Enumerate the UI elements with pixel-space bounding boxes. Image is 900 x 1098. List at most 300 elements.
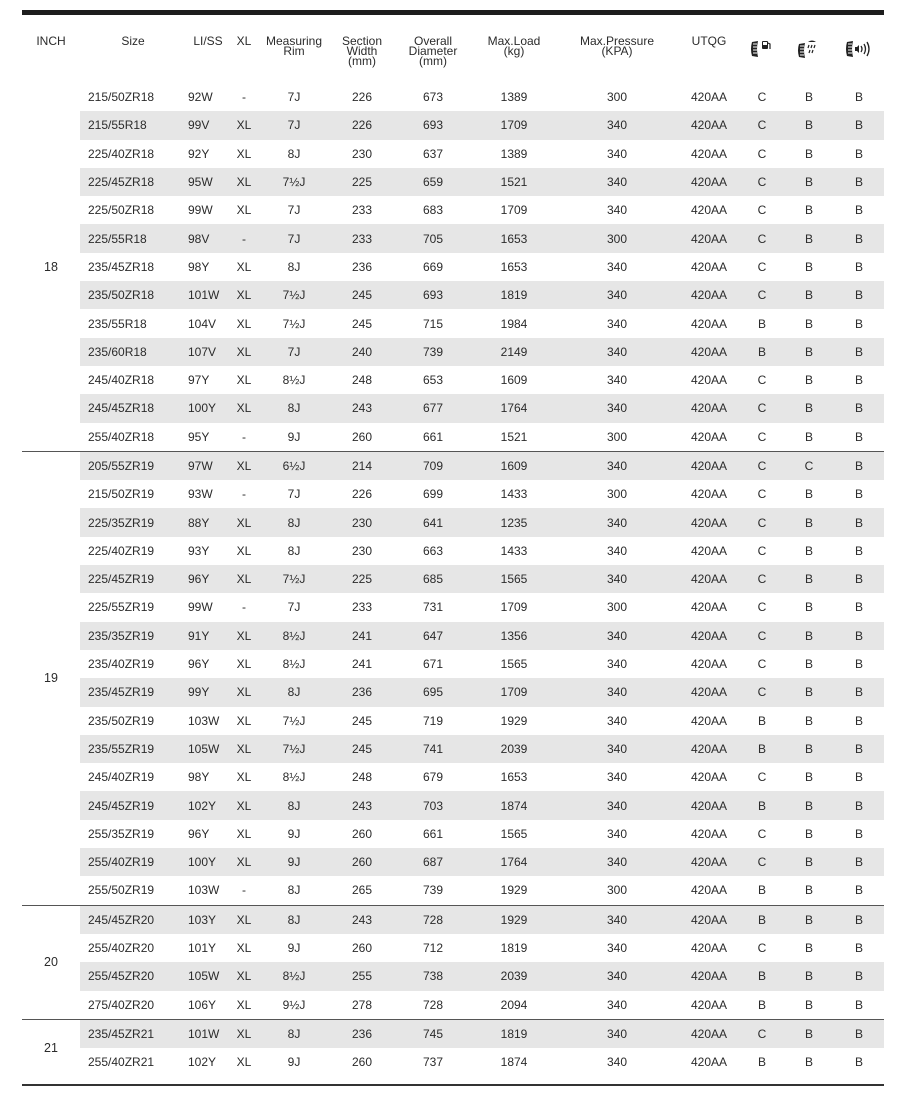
max-pressure-cell: 340 (556, 1019, 678, 1048)
max-pressure-cell: 300 (606, 600, 628, 615)
xl-cell: XL (236, 657, 252, 672)
measuring-rim-cell: 8J (287, 259, 301, 274)
max-load-cell: 1235 (472, 508, 556, 536)
table-row (22, 848, 884, 876)
table-row (22, 1048, 884, 1076)
overall-diameter-cell: 641 (394, 508, 472, 536)
table-row (22, 593, 884, 621)
overall-diameter-cell: 709 (394, 451, 472, 480)
size-cell: 215/50ZR18 (88, 90, 155, 105)
li-ss-cell: 97W (186, 451, 230, 480)
li-ss-cell: 92W (188, 90, 213, 105)
table-row (22, 991, 884, 1020)
table-row (22, 394, 884, 422)
li-ss-cell: 98Y (188, 259, 210, 274)
noise-rating-cell: B (854, 883, 863, 898)
table-row (22, 763, 884, 791)
fuel-rating-cell: C (757, 373, 767, 388)
overall-diameter-cell: 738 (394, 962, 472, 990)
fuel-rating-cell: C (757, 657, 767, 672)
fuel-rating-cell: C (740, 1019, 784, 1048)
overall-diameter-cell: 728 (422, 997, 444, 1012)
noise-rating-cell: B (854, 90, 863, 105)
wet-grip-rating-cell: B (804, 713, 813, 728)
measuring-rim-cell: 7J (258, 224, 330, 252)
fuel-rating-cell: B (740, 735, 784, 763)
size-cell: 245/45ZR19 (80, 791, 186, 819)
wet-grip-rating-cell: B (784, 338, 834, 366)
max-load-cell: 1764 (472, 394, 556, 422)
xl-cell: XL (230, 394, 258, 422)
wet-grip-rating-cell: B (804, 90, 813, 105)
fuel-rating-cell: C (740, 678, 784, 706)
wet-grip-rating-cell: B (804, 203, 813, 218)
utqg-cell: 420AA (678, 224, 740, 252)
top-rule (22, 10, 884, 15)
measuring-rim-cell: 6½J (258, 451, 330, 480)
wet-grip-rating-cell: B (784, 962, 834, 990)
size-cell: 235/55R18 (88, 316, 147, 331)
size-cell: 245/45ZR18 (80, 394, 186, 422)
li-ss-cell: 99Y (186, 678, 230, 706)
inch-cell: 19 (22, 451, 80, 905)
overall-diameter-cell: 679 (422, 770, 444, 785)
noise-rating-cell: B (854, 487, 863, 502)
wet-grip-rating-cell: B (784, 565, 834, 593)
utqg-cell: 420AA (690, 997, 728, 1012)
size-cell: 225/55R18 (80, 224, 186, 252)
measuring-rim-cell: 7½J (258, 168, 330, 196)
measuring-rim-cell: 8J (258, 791, 330, 819)
overall-diameter-cell: 731 (422, 600, 444, 615)
xl-cell: XL (230, 508, 258, 536)
max-pressure-cell: 300 (606, 429, 628, 444)
li-ss-cell: 104V (188, 316, 217, 331)
section-width-cell: 233 (351, 600, 373, 615)
size-cell: 255/40ZR21 (88, 1055, 155, 1070)
xl-cell: XL (230, 111, 258, 139)
measuring-rim-cell: 9J (287, 1055, 301, 1070)
max-pressure-cell: 340 (556, 338, 678, 366)
noise-rating-cell: B (834, 735, 884, 763)
noise-rating-cell: B (834, 565, 884, 593)
max-load-cell: 1709 (500, 600, 528, 615)
section-width-cell: 245 (351, 316, 373, 331)
max-pressure-cell: 300 (556, 224, 678, 252)
noise-rating-cell: B (834, 111, 884, 139)
section-width-cell: 226 (351, 487, 373, 502)
li-ss-cell: 106Y (188, 997, 217, 1012)
li-ss-cell: 99V (186, 111, 230, 139)
overall-diameter-cell: 673 (422, 90, 444, 105)
max-pressure-cell: 340 (556, 735, 678, 763)
xl-cell: XL (230, 905, 258, 934)
overall-diameter-cell: 659 (394, 168, 472, 196)
table-row (22, 423, 884, 452)
fuel-rating-cell: B (757, 997, 766, 1012)
noise-rating-cell: B (834, 394, 884, 422)
noise-rating-cell: B (854, 146, 863, 161)
table-row (22, 735, 884, 763)
li-ss-cell: 101W (186, 1019, 230, 1048)
max-load-cell: 1874 (500, 1055, 528, 1070)
section-width-cell: 233 (351, 203, 373, 218)
li-ss-cell: 105W (186, 962, 230, 990)
table-row (22, 622, 884, 650)
xl-cell: - (242, 600, 246, 615)
measuring-rim-cell: 9½J (282, 997, 306, 1012)
max-load-cell: 2039 (472, 962, 556, 990)
table-row (22, 791, 884, 819)
fuel-rating-cell: C (740, 394, 784, 422)
overall-diameter-cell: 712 (422, 941, 444, 956)
utqg-cell: 420AA (690, 259, 728, 274)
size-cell: 225/45ZR18 (80, 168, 186, 196)
size-cell: 235/40ZR19 (88, 657, 155, 672)
overall-diameter-cell: 741 (394, 735, 472, 763)
fuel-rating-cell: C (757, 543, 767, 558)
max-pressure-cell: 340 (606, 543, 628, 558)
overall-diameter-cell: 647 (394, 622, 472, 650)
xl-cell: XL (236, 997, 252, 1012)
table-row (22, 678, 884, 706)
section-width-cell: 236 (351, 259, 373, 274)
wet-grip-icon (796, 38, 822, 60)
noise-rating-cell: B (834, 451, 884, 480)
noise-rating-cell: B (854, 316, 863, 331)
max-pressure-cell: 340 (556, 622, 678, 650)
header-liss: LI/SS (193, 34, 223, 48)
wet-grip-rating-cell: B (804, 373, 813, 388)
fuel-rating-cell: C (757, 600, 767, 615)
fuel-rating-cell: C (757, 259, 767, 274)
section-width-cell: 226 (330, 111, 394, 139)
li-ss-cell: 100Y (186, 394, 230, 422)
xl-cell: XL (230, 962, 258, 990)
size-cell: 215/50ZR19 (88, 487, 155, 502)
overall-diameter-cell: 661 (422, 826, 444, 841)
xl-cell: XL (230, 1019, 258, 1048)
overall-diameter-cell: 669 (422, 259, 444, 274)
header-row (22, 16, 884, 83)
table-row (22, 224, 884, 252)
fuel-rating-cell: C (740, 848, 784, 876)
wet-grip-rating-cell: B (804, 1055, 813, 1070)
measuring-rim-cell: 9J (287, 941, 301, 956)
wet-grip-rating-cell: B (804, 941, 813, 956)
size-cell: 215/55R18 (80, 111, 186, 139)
li-ss-cell: 99W (188, 203, 213, 218)
max-pressure-cell: 340 (606, 316, 628, 331)
table-body (22, 83, 884, 1076)
measuring-rim-cell: 8J (258, 1019, 330, 1048)
wet-grip-rating-cell: B (784, 791, 834, 819)
max-pressure-cell: 340 (556, 111, 678, 139)
table-row (22, 820, 884, 848)
size-cell: 255/40ZR19 (80, 848, 186, 876)
li-ss-cell: 91Y (186, 622, 230, 650)
wet-grip-rating-cell: B (784, 224, 834, 252)
header-size: Size (121, 34, 145, 48)
size-cell: 245/40ZR18 (88, 373, 155, 388)
section-width-cell: 260 (351, 429, 373, 444)
noise-rating-cell: B (854, 600, 863, 615)
fuel-rating-cell: B (757, 883, 766, 898)
max-load-cell: 1984 (500, 316, 528, 331)
max-load-cell: 1433 (500, 543, 528, 558)
max-pressure-cell: 340 (556, 451, 678, 480)
overall-diameter-cell: 737 (422, 1055, 444, 1070)
section-width-cell: 233 (330, 224, 394, 252)
li-ss-cell: 98Y (188, 770, 210, 785)
xl-cell: - (230, 224, 258, 252)
table-row (22, 480, 884, 508)
section-width-cell: 243 (330, 791, 394, 819)
table-row (22, 934, 884, 962)
wet-grip-rating-cell: B (784, 735, 834, 763)
table-row (22, 565, 884, 593)
table-row (22, 905, 884, 934)
table-row (22, 140, 884, 168)
xl-cell: XL (230, 735, 258, 763)
max-load-cell: 1874 (472, 791, 556, 819)
max-load-cell: 1521 (500, 429, 528, 444)
size-cell: 255/40ZR18 (88, 429, 155, 444)
wet-grip-rating-cell: B (784, 508, 834, 536)
measuring-rim-cell: 8J (258, 678, 330, 706)
wet-grip-rating-cell: B (804, 146, 813, 161)
max-load-cell: 1565 (472, 565, 556, 593)
noise-rating-cell: B (834, 224, 884, 252)
size-cell: 235/45ZR19 (80, 678, 186, 706)
table-row (22, 338, 884, 366)
xl-cell: - (242, 487, 246, 502)
li-ss-cell: 102Y (186, 791, 230, 819)
table-row (22, 451, 884, 480)
overall-diameter-cell: 677 (394, 394, 472, 422)
utqg-cell: 420AA (690, 713, 728, 728)
overall-diameter-cell: 745 (394, 1019, 472, 1048)
utqg-cell: 420AA (690, 90, 728, 105)
li-ss-cell: 103W (188, 883, 220, 898)
fuel-rating-cell: C (757, 146, 767, 161)
size-cell: 235/45ZR18 (88, 259, 155, 274)
measuring-rim-cell: 7½J (258, 565, 330, 593)
table-row (22, 707, 884, 735)
size-cell: 235/55ZR19 (80, 735, 186, 763)
xl-cell: XL (236, 373, 252, 388)
utqg-cell: 420AA (690, 373, 728, 388)
utqg-cell: 420AA (678, 508, 740, 536)
xl-cell: XL (230, 678, 258, 706)
wet-grip-rating-cell: B (804, 997, 813, 1012)
fuel-rating-cell: B (757, 713, 766, 728)
utqg-cell: 420AA (678, 281, 740, 309)
utqg-cell: 420AA (678, 791, 740, 819)
table-row (22, 876, 884, 905)
wet-grip-rating-cell: B (784, 678, 834, 706)
size-cell: 255/40ZR20 (88, 941, 155, 956)
noise-rating-cell: B (834, 508, 884, 536)
table-row (22, 1019, 884, 1048)
max-load-cell: 2039 (472, 735, 556, 763)
measuring-rim-cell: 8J (287, 146, 301, 161)
xl-cell: XL (230, 791, 258, 819)
header-wet-grip (784, 16, 834, 83)
noise-rating-cell: B (834, 622, 884, 650)
max-pressure-cell: 340 (606, 941, 628, 956)
noise-rating-cell: B (854, 259, 863, 274)
li-ss-cell: 101Y (188, 941, 217, 956)
size-cell: 235/45ZR21 (80, 1019, 186, 1048)
utqg-cell: 420AA (678, 338, 740, 366)
fuel-rating-cell: C (757, 90, 767, 105)
li-ss-cell: 103W (188, 713, 220, 728)
section-width-cell: 245 (330, 281, 394, 309)
xl-cell: XL (230, 281, 258, 309)
section-width-cell: 241 (330, 622, 394, 650)
li-ss-cell: 105W (186, 735, 230, 763)
measuring-rim-cell: 7½J (258, 281, 330, 309)
xl-cell: XL (236, 203, 252, 218)
section-width-cell: 236 (330, 678, 394, 706)
max-pressure-cell: 340 (556, 962, 678, 990)
fuel-rating-cell: B (740, 962, 784, 990)
utqg-cell: 420AA (690, 203, 728, 218)
section-width-cell: 243 (330, 905, 394, 934)
li-ss-cell: 96Y (188, 826, 210, 841)
xl-cell: XL (230, 168, 258, 196)
xl-cell: XL (236, 770, 252, 785)
overall-diameter-cell: 661 (422, 429, 444, 444)
fuel-rating-cell: B (740, 338, 784, 366)
fuel-efficiency-icon (749, 38, 775, 60)
max-load-cell: 1929 (500, 883, 528, 898)
utqg-cell: 420AA (678, 848, 740, 876)
max-pressure-cell: 300 (606, 90, 628, 105)
noise-rating-cell: B (834, 168, 884, 196)
overall-diameter-cell: 693 (394, 281, 472, 309)
utqg-cell: 420AA (678, 735, 740, 763)
li-ss-cell: 92Y (188, 146, 210, 161)
table-row (22, 309, 884, 337)
utqg-cell: 420AA (678, 962, 740, 990)
measuring-rim-cell: 8½J (258, 622, 330, 650)
table-row (22, 366, 884, 394)
header-xl: XL (236, 34, 252, 48)
measuring-rim-cell: 7J (258, 338, 330, 366)
section-width-cell: 248 (351, 770, 373, 785)
overall-diameter-cell: 653 (422, 373, 444, 388)
li-ss-cell: 101W (186, 281, 230, 309)
measuring-rim-cell: 7½J (258, 735, 330, 763)
wet-grip-rating-cell: B (784, 281, 834, 309)
measuring-rim-cell: 7J (287, 600, 301, 615)
overall-diameter-cell: 728 (394, 905, 472, 934)
max-load-cell: 2149 (472, 338, 556, 366)
bottom-rule (22, 1084, 884, 1086)
measuring-rim-cell: 8J (258, 394, 330, 422)
max-pressure-cell: 340 (556, 678, 678, 706)
max-load-cell: 1653 (500, 259, 528, 274)
section-width-cell: 226 (351, 90, 373, 105)
header-max-pressure: Max.Pressure (KPA) (579, 34, 655, 58)
inch-cell: 18 (22, 83, 80, 451)
max-pressure-cell: 340 (606, 259, 628, 274)
noise-rating-cell: B (834, 848, 884, 876)
noise-rating-cell: B (854, 657, 863, 672)
fuel-rating-cell: C (757, 770, 767, 785)
max-pressure-cell: 340 (606, 146, 628, 161)
wet-grip-rating-cell: B (784, 168, 834, 196)
max-pressure-cell: 340 (556, 565, 678, 593)
wet-grip-rating-cell: B (804, 657, 813, 672)
xl-cell: XL (230, 622, 258, 650)
max-load-cell: 1609 (500, 373, 528, 388)
max-load-cell: 1819 (472, 281, 556, 309)
noise-rating-cell: B (834, 791, 884, 819)
li-ss-cell: 99W (188, 600, 213, 615)
max-load-cell: 1609 (472, 451, 556, 480)
max-pressure-cell: 340 (606, 713, 628, 728)
wet-grip-rating-cell: B (804, 316, 813, 331)
measuring-rim-cell: 7½J (282, 713, 306, 728)
table-row (22, 962, 884, 990)
table-row (22, 281, 884, 309)
utqg-cell: 420AA (690, 826, 728, 841)
table-row (22, 537, 884, 565)
xl-cell: XL (236, 826, 252, 841)
max-load-cell: 1819 (472, 1019, 556, 1048)
max-load-cell: 1565 (500, 657, 528, 672)
utqg-cell: 420AA (678, 451, 740, 480)
max-pressure-cell: 340 (606, 1055, 628, 1070)
utqg-cell: 420AA (690, 941, 728, 956)
max-load-cell: 1433 (500, 487, 528, 502)
overall-diameter-cell: 685 (394, 565, 472, 593)
fuel-rating-cell: C (740, 224, 784, 252)
header-fuel (740, 16, 784, 83)
max-pressure-cell: 340 (556, 168, 678, 196)
xl-cell: XL (230, 565, 258, 593)
wet-grip-rating-cell: B (804, 487, 813, 502)
max-load-cell: 1521 (472, 168, 556, 196)
utqg-cell: 420AA (690, 146, 728, 161)
noise-rating-cell: B (834, 905, 884, 934)
max-load-cell: 1709 (472, 111, 556, 139)
section-width-cell: 225 (330, 168, 394, 196)
fuel-rating-cell: B (757, 316, 766, 331)
li-ss-cell: 96Y (188, 657, 210, 672)
size-cell: 235/50ZR19 (88, 713, 155, 728)
section-width-cell: 260 (351, 941, 373, 956)
max-load-cell: 1929 (472, 905, 556, 934)
wet-grip-rating-cell: B (784, 1019, 834, 1048)
size-cell: 245/40ZR19 (88, 770, 155, 785)
utqg-cell: 420AA (690, 316, 728, 331)
size-cell: 275/40ZR20 (88, 997, 155, 1012)
max-pressure-cell: 340 (556, 394, 678, 422)
wet-grip-rating-cell: B (804, 883, 813, 898)
xl-cell: XL (230, 338, 258, 366)
xl-cell: XL (236, 713, 252, 728)
utqg-cell: 420AA (678, 905, 740, 934)
table-row (22, 508, 884, 536)
li-ss-cell: 103Y (186, 905, 230, 934)
max-load-cell: 1819 (500, 941, 528, 956)
xl-cell: XL (236, 146, 252, 161)
wet-grip-rating-cell: B (804, 429, 813, 444)
